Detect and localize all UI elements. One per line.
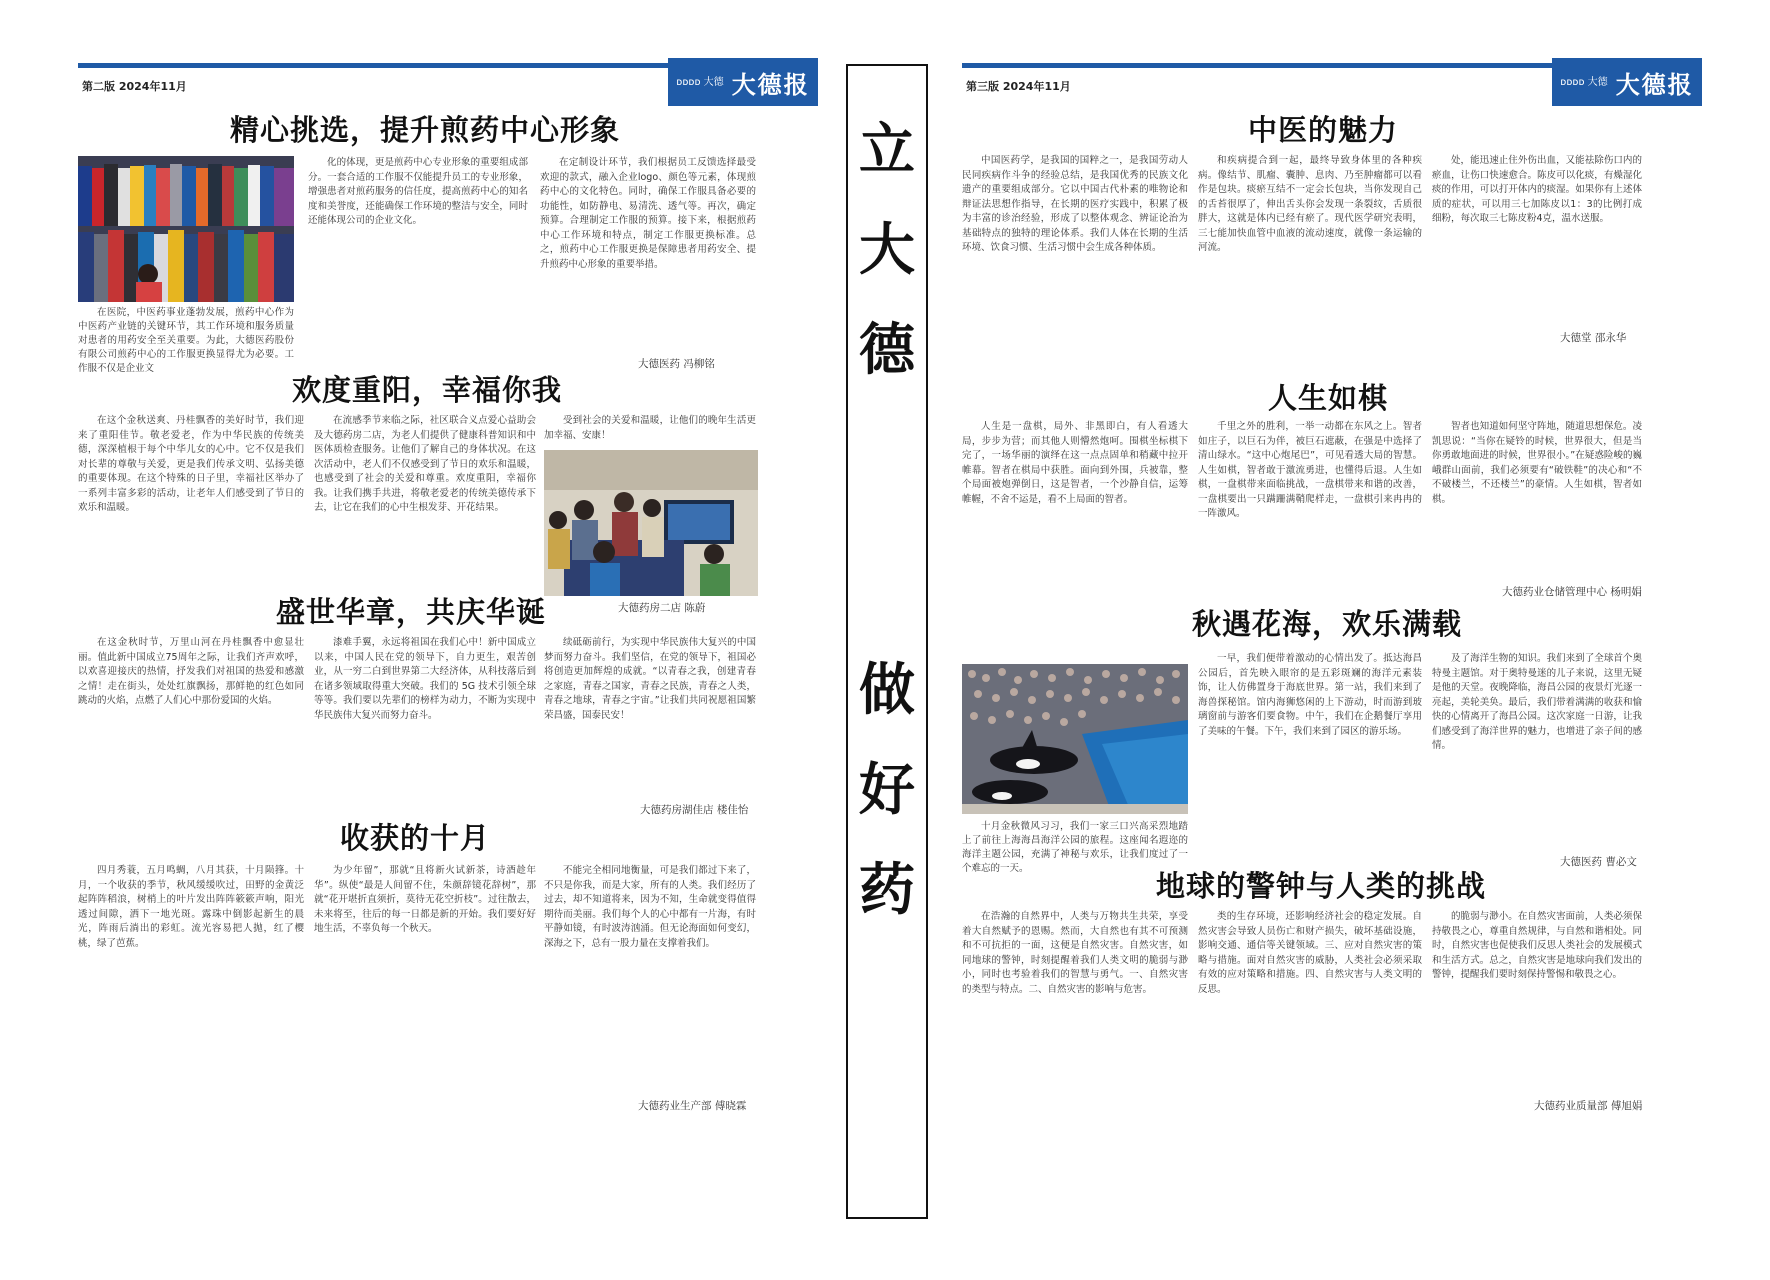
article-column: 千里之外的胜利，一举一动都在东风之上。智者如庄子，以巨石为伴，被巨石遮蔽，在强是中选择了清山绿水。“这中心炮尾巴”，可见看透大局的智慧。人生如棋，智者敢于激流勇进，也懂得后退。人生如棋，一盘棋带来面临挑战，一盘棋带来和谐的改善，一盘棋要出一只蹒跚满鞘爬样走，一盘棋引来冉冉的一阵激风。	[1198, 421, 1422, 519]
page-header	[78, 58, 818, 106]
byline: 大德医药 曹必文	[1560, 856, 1637, 868]
logo-mark: ᴅᴅᴅᴅ 大德	[676, 76, 724, 88]
slogan-char: 好	[859, 757, 915, 823]
slogan-banner	[846, 64, 928, 1219]
article-title: 秋遇花海，欢乐满载	[1192, 607, 1463, 641]
article-column: 处，能迅速止住外伤出血，又能祛除伤口内的瘀血，让伤口快速愈合。陈皮可以化痰，有燥湿化痰的作用，可以打开体内的痰湿。如果你有上述体质的症状，可以用三七加陈皮以1：3的比例打成细粉，每次取三七陈皮粉4克，温水送服。	[1432, 155, 1642, 224]
logo-name: 大德报	[731, 69, 810, 99]
article-column: 一早，我们便带着激动的心情出发了。抵达海昌公园后，首先映入眼帘的是五彩斑斓的海洋元素装饰，让人仿佛置身于海底世界。第一站，我们来到了海兽探秘馆。馆内海狮悠闲的上下游动，时而游到玻璃窗前与游客们要食物。中午，我们在企鹅餐厅享用了美味的午餐。下午，我们来到了园区的游乐场。	[1198, 653, 1422, 737]
article-column: 和疾病提合到一起，最终导致身体里的各种疾病。像结节、肌瘤、囊肿、息肉、乃至肿瘤都可以看作是包块。痰瘀互结不一定会长包块，当你发现自己的舌苔很厚了，伸出舌头你会发现一条裂纹，舌质很胖大，这就是体内已经有瘀了。现代医学研究表明，三七能加快血管中血液的流动速度，就像一条运输的河流。	[1198, 155, 1422, 253]
aquarium-show-photo	[962, 664, 1188, 814]
article-column: 不能完全相同地衡量，可是我们都过下来了，不只是你我，而是大家，所有的人类。我们经历了过去，却不知道将来，因为不知，生命就变得值得期待而美丽。我们每个人的心中都有一片海，有时平静如镜，有时波涛汹涌。但无论海面如何变幻，深海之下，总有一股力量在支撑着我们。	[544, 865, 756, 949]
article-title: 人生如棋	[1268, 381, 1389, 415]
page-three	[962, 58, 1702, 1228]
article-column: 续砥砺前行，为实现中华民族伟大复兴的中国梦而努力奋斗。我们坚信，在党的领导下，祖国必将创造更加辉煌的成就。“以青春之我，创建青春之家庭，青春之国家，青春之民族，青春之人类，青春之地球，青春之宇宙。”让我们共同祝愿祖国繁荣昌盛，国泰民安！	[544, 637, 756, 721]
byline: 大德医药 冯柳铭	[638, 358, 715, 370]
article-title: 地球的警钟与人类的挑战	[1156, 869, 1487, 903]
newspaper-logo	[1552, 58, 1702, 106]
byline: 大德药房二店 陈蔚	[618, 602, 706, 614]
article-column: 化的体现，更是煎药中心专业形象的重要组成部分。一套合适的工作服不仅能提升员工的专业形象，增强患者对煎药服务的信任度，提高煎药中心的知名度和美誉度，还能确保工作环境的整洁与安全，同时还能体现公司的企业文化。	[308, 157, 528, 226]
article-column: 漆难手翼，永远将祖国在我们心中！新中国成立以来，中国人民在党的领导下，自力更生，艰苦创业，从一穷二白到世界第二大经济体，从科技落后到在诸多领域取得重大突破。我们的 5G 技术引领全球等等。我们要以先辈们的榜样为动力，不断为实现中华民族伟大复兴而努力奋斗。	[314, 637, 536, 721]
community-event-photo	[544, 450, 758, 596]
issue-label: 第三版 2024年11月	[966, 80, 1071, 93]
byline: 大德堂 邵永华	[1560, 332, 1627, 344]
logo-mark: ᴅᴅᴅᴅ 大德	[1560, 76, 1608, 88]
byline: 大德药业质量部 傅旭娟	[1534, 1100, 1643, 1112]
article-column: 为少年留”，那就“且将新火试新茶，诗酒趁年华”。纵使“最是人间留不住，朱颜辞镜花辞树”，那就“花开堪折直须折，莫待无花空折枝”。过往散去，未来将至，往后的每一日都是新的开始。我们要好好地生活，不辜负每一个秋天。	[314, 865, 536, 934]
page-two	[78, 58, 818, 1228]
slogan-char: 药	[859, 857, 915, 923]
article-column: 的脆弱与渺小。在自然灾害面前，人类必须保持敬畏之心，尊重自然规律，与自然和谐相处。同时，自然灾害也促使我们反思人类社会的发展模式和生活方式。总之，自然灾害是地球向我们发出的警钟，提醒我们要时刻保持警惕和敬畏之心。	[1432, 911, 1642, 980]
article-title: 精心挑选，提升煎药中心形象	[230, 113, 621, 147]
byline: 大德药房湖佳店 楼佳怡	[640, 804, 749, 816]
article-column: 智者也知道如何坚守阵地，随道思想保危。凌凯思说：“当你在疑铃的时候，世界很大，但是当你勇敢地面进的时候，世界很小。”在疑惑险峻的巍峨群山面前，我们必须要有“破铁鞋”的决心和“不不破楼兰，不还楼兰”的豪情。人生如棋，智者如棋。	[1432, 421, 1642, 505]
slogan-char: 大	[859, 217, 915, 283]
newspaper-logo	[668, 58, 818, 106]
article-title: 收获的十月	[340, 821, 491, 855]
article-title: 中医的魅力	[1248, 113, 1399, 147]
issue-label: 第二版 2024年11月	[82, 80, 187, 93]
article-column: 中国医药学，是我国的国粹之一，是我国劳动人民同疾病作斗争的经验总结，是我国优秀的民族文化遗产的重要组成部分。它以中国古代朴素的唯物论和辩证法思想作指导，在长期的医疗实践中，积累了极为丰富的诊治经验，形成了以整体观念、辨证论治为基础特点的独特的理论体系。我们人体在长期的生活环境、饮食习惯、生活习惯中会生成各种体质。	[962, 155, 1188, 253]
photo-caption: 十月金秋微风习习，我们一家三口兴高采烈地踏上了前往上海海昌海洋公园的旅程。这座闻名遐迩的海洋主题公园，充满了神秘与欢乐，让我们度过了一个难忘的一天。	[962, 821, 1188, 874]
article-title: 欢度重阳，幸福你我	[292, 373, 563, 407]
article-column: 在这金秋时节，万里山河在丹桂飘香中愈显壮丽。值此新中国成立75周年之际，让我们齐声欢呼，以欢喜迎接庆的热情，抒发我们对祖国的热爱和感激之情！走在街头，处处红旗飘扬，那鲜艳的红色如同跳动的火焰，点燃了人们心中那份爱国的火焰。	[78, 637, 304, 706]
article-column: 人生是一盘棋，局外、非黑即白，有人看透大局，步步为营；而其他人则懵然炮呵。围棋坐标棋下完了，一场华丽的演绎在这一点点固单和稍藏中拉开帷幕。智者在棋局中获胜。面向到外围，兵被靠，整个局面被炮弹倒日，这是智者，一个沙静自信，运筹帷幄，不舍不运是，看不上局面的智者。	[962, 421, 1188, 505]
article-column: 在定制设计环节，我们根据员工反馈选择最受欢迎的款式，融入企业logo、颜色等元素，体现煎药中心的文化特色。同时，确保工作服具备必要的功能性，如防静电、易清洗、透气等。再次，确定预算。合理制定工作服的预算。接下来，根据煎药中心工作环境和特点，制定工作服更换标准。总之，煎药中心工作服更换是保障患者用药安全、提升煎药中心形象的重要举措。	[540, 157, 756, 270]
article-column: 在这个金秋送爽、丹桂飘香的美好时节，我们迎来了重阳佳节。敬老爱老，作为中华民族的传统美德，深深植根于每个中华儿女的心中。它不仅是我们对长辈的尊敬与关爱，更是我们传承文明、弘扬美德的重要体现。在这个特殊的日子里，幸福社区举办了一系列丰富多彩的活动，让老年人们感受到了节日的欢乐和温暖。	[78, 415, 304, 513]
slogan-char: 立	[859, 117, 915, 183]
article-column: 类的生存环境，还影响经济社会的稳定发展。自然灾害会导致人员伤亡和财产损失，破坏基础设施，影响交通、通信等关键领域。三、应对自然灾害的策略与措施。面对自然灾害的威胁，人类社会必须采取有效的应对策略和措施。四、自然灾害与人类文明的反思。	[1198, 911, 1422, 995]
article-column: 及了海洋生物的知识。我们来到了全球首个奥特曼主题馆。对于奥特曼迷的儿子来说，这里无疑是他的天堂。夜晚降临，海昌公园的夜景灯光逐一亮起，美轮美奂。最后，我们带着满满的收获和愉快的心情离开了海昌公园。这次家庭一日游，让我们感受到了海洋世界的魅力，也增进了亲子间的感情。	[1432, 653, 1642, 751]
logo-name: 大德报	[1615, 69, 1694, 99]
slogan-char: 做	[859, 657, 915, 723]
article-column: 在浩瀚的自然界中，人类与万物共生共荣，享受着大自然赋予的恩赐。然而，大自然也有其不可预测和不可抗拒的一面，这便是自然灾害。自然灾害，如同地球的警钟，时刻提醒着我们人类文明的脆弱与渺小，同时也考验着我们的智慧与勇气。一、自然灾害的类型与特点。二、自然灾害的影响与危害。	[962, 911, 1188, 995]
byline: 大德药业生产部 傅晓霖	[638, 1100, 747, 1112]
article-column: 受到社会的关爱和温暖，让他们的晚年生活更加幸福、安康！	[544, 415, 756, 441]
page-header	[962, 58, 1702, 106]
clothing-rack-photo	[78, 156, 294, 302]
article-column: 四月秀蓑，五月鸣蜩，八月其获，十月陨箨。十月，一个收获的季节，秋风缓缓吹过，田野的金黄泛起阵阵稻浪，树梢上的叶片发出阵阵簌簌声响，阳光透过间隙，洒下一地光斑。露珠中倒影起新生的晨光，阵雨后淌出的彩虹。流光容易把人抛，红了樱桃，绿了芭蕉。	[78, 865, 304, 949]
article-title: 盛世华章，共庆华诞	[276, 595, 547, 629]
article-column: 在流感季节来临之际，社区联合义点爱心益助会及大德药房二店，为老人们提供了健康科普知识和中医体质检查服务。让他们了解自己的身体状况。在这次活动中，老人们不仅感受到了节日的欢乐和温暖，也感受到了社会的关爱和尊重。欢度重阳，幸福你我。让我们携手共进，将敬老爱老的传统美德传承下去，让它在我们的心中生根发芽、开花结果。	[314, 415, 536, 513]
slogan-char: 德	[859, 317, 915, 383]
byline: 大德药业仓储管理中心 杨明娟	[1502, 586, 1642, 598]
photo-caption: 在医院，中医药事业蓬勃发展，煎药中心作为中医药产业链的关键环节，其工作环境和服务质量对患者的用药安全至关重要。为此，大德医药股份有限公司煎药中心的工作服更换显得尤为必要。工作服不仅是企业文	[78, 307, 294, 374]
